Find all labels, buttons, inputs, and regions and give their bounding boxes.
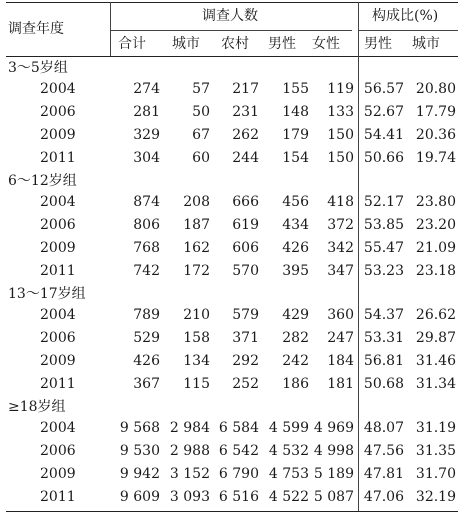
cell-male: 186 — [282, 376, 309, 392]
header-divider-right — [358, 2, 359, 56]
cell-total: 742 — [133, 263, 160, 279]
cell-male: 4 532 — [268, 443, 309, 459]
cell-city: 3 152 — [169, 466, 210, 482]
header-count-group: 调查人数 — [202, 8, 258, 24]
cell-year: 2006 — [40, 104, 76, 120]
cell-rural: 570 — [232, 263, 259, 279]
cell-male: 4 753 — [268, 466, 309, 482]
header-divider-left — [110, 2, 111, 56]
cell-total: 768 — [133, 240, 160, 256]
cell-male-pct: 47.81 — [363, 466, 404, 482]
cell-year: 2009 — [40, 240, 76, 256]
cell-rural: 262 — [232, 127, 259, 143]
cell-male: 179 — [282, 127, 309, 143]
cell-female: 184 — [327, 353, 354, 369]
cell-rural: 6 516 — [218, 489, 259, 505]
cell-male-pct: 55.47 — [363, 240, 404, 256]
cell-female: 5 087 — [313, 489, 354, 505]
cell-city-pct: 31.19 — [415, 420, 456, 436]
cell-city: 57 — [192, 81, 210, 97]
cell-year: 2004 — [40, 81, 76, 97]
cell-male-pct: 53.31 — [363, 330, 404, 346]
cell-city: 50 — [192, 104, 210, 120]
cell-city: 187 — [183, 217, 210, 233]
table-row — [6, 259, 458, 283]
cell-year: 2006 — [40, 330, 76, 346]
cell-year: 2006 — [40, 217, 76, 233]
cell-city-pct: 31.70 — [415, 466, 456, 482]
cell-city: 3 093 — [169, 489, 210, 505]
cell-city: 2 984 — [169, 420, 210, 436]
header-ratio-group: 构成比(%) — [372, 8, 439, 24]
header-col-total: 合计 — [118, 36, 146, 52]
cell-rural: 619 — [232, 217, 259, 233]
cell-total: 9 609 — [119, 489, 160, 505]
data-table — [6, 0, 458, 519]
cell-female: 372 — [327, 217, 354, 233]
cell-city-pct: 21.09 — [415, 240, 456, 256]
table-row — [6, 100, 458, 124]
cell-male: 434 — [282, 217, 309, 233]
cell-total: 874 — [133, 194, 160, 210]
cell-rural: 6 542 — [218, 443, 259, 459]
cell-male-pct: 54.37 — [363, 307, 404, 323]
cell-city: 60 — [192, 150, 210, 166]
cell-city-pct: 32.19 — [415, 489, 456, 505]
cell-male: 282 — [282, 330, 309, 346]
cell-female: 5 189 — [313, 466, 354, 482]
cell-year: 2004 — [40, 194, 76, 210]
header-col-male-pct: 男性 — [364, 36, 392, 52]
table-row — [6, 303, 458, 327]
cell-rural: 606 — [232, 240, 259, 256]
cell-year: 2004 — [40, 307, 76, 323]
cell-total: 329 — [133, 127, 160, 143]
cell-city-pct: 23.80 — [415, 194, 456, 210]
table-row — [6, 349, 458, 373]
cell-rural: 579 — [232, 307, 259, 323]
cell-total: 367 — [133, 376, 160, 392]
cell-city: 115 — [183, 376, 210, 392]
cell-city: 158 — [183, 330, 210, 346]
cell-city-pct: 20.36 — [415, 127, 456, 143]
table-row — [6, 236, 458, 260]
cell-male: 4 599 — [268, 420, 309, 436]
table-row — [6, 77, 458, 101]
cell-male-pct: 56.81 — [363, 353, 404, 369]
cell-male-pct: 47.06 — [363, 489, 404, 505]
cell-city-pct: 20.80 — [415, 81, 456, 97]
header-count-rule — [110, 30, 352, 31]
cell-city: 210 — [183, 307, 210, 323]
cell-total: 304 — [133, 150, 160, 166]
cell-total: 9 942 — [119, 466, 160, 482]
cell-city-pct: 31.34 — [415, 376, 456, 392]
cell-male-pct: 56.57 — [363, 81, 404, 97]
cell-year: 2011 — [40, 489, 76, 505]
cell-male-pct: 52.17 — [363, 194, 404, 210]
cell-rural: 666 — [232, 194, 259, 210]
cell-total: 806 — [133, 217, 160, 233]
cell-city-pct: 31.35 — [415, 443, 456, 459]
table-bottom-rule — [6, 511, 458, 512]
cell-year: 2009 — [40, 466, 76, 482]
cell-total: 274 — [133, 81, 160, 97]
cell-male: 456 — [282, 194, 309, 210]
cell-female: 360 — [327, 307, 354, 323]
cell-male-pct: 52.67 — [363, 104, 404, 120]
cell-male-pct: 50.68 — [363, 376, 404, 392]
cell-city: 134 — [183, 353, 210, 369]
header-col-female: 女性 — [312, 36, 340, 52]
table-row — [6, 439, 458, 463]
cell-female: 150 — [327, 150, 354, 166]
table-row — [6, 372, 458, 396]
cell-year: 2004 — [40, 420, 76, 436]
header-bottom-rule — [6, 56, 458, 57]
cell-male: 242 — [282, 353, 309, 369]
cell-rural: 217 — [232, 81, 259, 97]
group-label: 13～17岁组 — [8, 286, 86, 302]
cell-city-pct: 17.79 — [415, 104, 456, 120]
table-row — [6, 213, 458, 237]
cell-female: 119 — [327, 81, 354, 97]
group-label: 3～5岁组 — [8, 60, 68, 76]
cell-rural: 371 — [232, 330, 259, 346]
cell-male: 154 — [282, 150, 309, 166]
cell-total: 281 — [133, 104, 160, 120]
cell-male-pct: 53.23 — [363, 263, 404, 279]
cell-city-pct: 23.18 — [415, 263, 456, 279]
cell-city: 172 — [183, 263, 210, 279]
table-row — [6, 326, 458, 350]
cell-total: 426 — [133, 353, 160, 369]
cell-city-pct: 23.20 — [415, 217, 456, 233]
cell-total: 789 — [133, 307, 160, 323]
cell-male: 395 — [282, 263, 309, 279]
cell-year: 2011 — [40, 376, 76, 392]
cell-city-pct: 29.87 — [415, 330, 456, 346]
cell-male: 429 — [282, 307, 309, 323]
cell-city: 208 — [183, 194, 210, 210]
cell-rural: 6 790 — [218, 466, 259, 482]
table-row — [6, 190, 458, 214]
cell-city: 2 988 — [169, 443, 210, 459]
cell-rural: 252 — [232, 376, 259, 392]
cell-male-pct: 48.07 — [363, 420, 404, 436]
header-col-rural: 农村 — [221, 36, 249, 52]
cell-female: 181 — [327, 376, 354, 392]
cell-year: 2009 — [40, 127, 76, 143]
cell-rural: 6 584 — [218, 420, 259, 436]
cell-rural: 292 — [232, 353, 259, 369]
cell-year: 2011 — [40, 150, 76, 166]
cell-total: 9 568 — [119, 420, 160, 436]
cell-male-pct: 50.66 — [363, 150, 404, 166]
cell-female: 347 — [327, 263, 354, 279]
table-top-rule — [6, 2, 458, 3]
cell-year: 2011 — [40, 263, 76, 279]
cell-city: 162 — [183, 240, 210, 256]
cell-male: 426 — [282, 240, 309, 256]
cell-rural: 244 — [232, 150, 259, 166]
header-ratio-rule — [358, 30, 458, 31]
cell-male: 4 522 — [268, 489, 309, 505]
body-divider-right — [358, 56, 359, 511]
header-col-male: 男性 — [268, 36, 296, 52]
cell-city-pct: 19.74 — [415, 150, 456, 166]
header-col-city-pct: 城市 — [412, 36, 440, 52]
header-col-city: 城市 — [172, 36, 200, 52]
cell-city: 67 — [192, 127, 210, 143]
cell-year: 2006 — [40, 443, 76, 459]
cell-female: 133 — [327, 104, 354, 120]
cell-female: 4 998 — [313, 443, 354, 459]
table-row — [6, 416, 458, 440]
cell-city-pct: 26.62 — [415, 307, 456, 323]
cell-female: 247 — [327, 330, 354, 346]
cell-total: 9 530 — [119, 443, 160, 459]
group-label: 6～12岁组 — [8, 173, 77, 189]
header-year-label: 调查年度 — [8, 21, 64, 37]
cell-female: 150 — [327, 127, 354, 143]
cell-male-pct: 47.56 — [363, 443, 404, 459]
cell-female: 4 969 — [313, 420, 354, 436]
cell-female: 342 — [327, 240, 354, 256]
cell-male-pct: 53.85 — [363, 217, 404, 233]
group-label: ≥18岁组 — [8, 399, 66, 415]
table-row — [6, 485, 458, 509]
cell-year: 2009 — [40, 353, 76, 369]
cell-rural: 231 — [232, 104, 259, 120]
table-row — [6, 123, 458, 147]
cell-city-pct: 31.46 — [415, 353, 456, 369]
cell-male: 155 — [282, 81, 309, 97]
cell-male: 148 — [282, 104, 309, 120]
cell-female: 418 — [327, 194, 354, 210]
table-row — [6, 146, 458, 170]
cell-total: 529 — [133, 330, 160, 346]
table-row — [6, 462, 458, 486]
cell-male-pct: 54.41 — [363, 127, 404, 143]
